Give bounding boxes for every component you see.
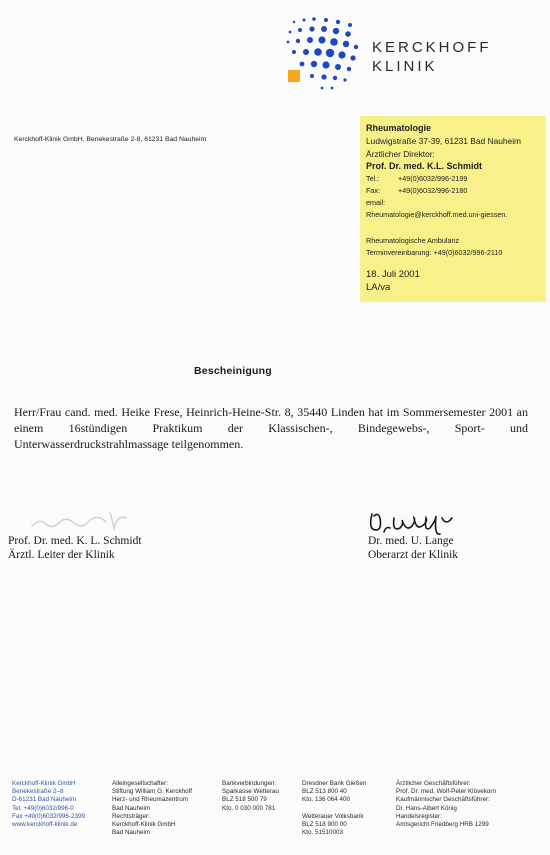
logo-dot: [314, 48, 322, 56]
logo-dot: [321, 87, 324, 90]
logo-dot: [326, 49, 334, 57]
logo-dot: [343, 78, 346, 81]
footer-clinic-contact: Kerckhoff-Klinik GmbH Benekestraße 2–8 D-61231 Bad Nauheim Tel. +49(0)6032/996-0 Fax +49(0)6032/996-2399 www.kerckhoff-klinik.de: [12, 780, 85, 829]
logo-dot: [322, 61, 329, 68]
logo-dot: [293, 21, 295, 23]
left-signature-stamp: [26, 504, 136, 534]
logo-dot: [309, 26, 314, 31]
logo-dot: [347, 67, 351, 71]
email-label: email:: [366, 198, 386, 207]
logo-dot: [350, 55, 355, 60]
department-name: Rheumatologie: [366, 123, 432, 133]
logo-dot: [296, 39, 300, 43]
kerckhoff-logo-mark: [280, 14, 360, 94]
email-address: Rheumatologie@kerckhoff.med.uni-giessen.: [366, 210, 508, 219]
logo-dot: [333, 76, 337, 80]
logo-dot: [330, 38, 338, 46]
logo-dot: [307, 37, 313, 43]
reference-code: LA/va: [366, 282, 391, 293]
logo-dot: [333, 28, 339, 34]
footer-bank-dresdner-volksbank: Dresdner Bank Gießen BLZ 513 800 40 Kto. 136 064 400 Wetterauer Volksbank BLZ 518 900 00 Kto. 51510003: [302, 780, 367, 837]
fax-number: +49(0)6032/996-2180: [398, 186, 468, 195]
logo-dot: [343, 41, 349, 47]
certificate-body: Herr/Frau cand. med. Heike Frese, Heinrich-Heine-Str. 8, 35440 Linden hat im Sommersemester 2001 an einem 16stündigen Praktikum der Klassischen-, Bindegewebs-, Sport- und Unterwasserdruckstrahlmassage teilgenommen.: [14, 405, 528, 451]
logo-dot: [318, 36, 325, 43]
director-label: Ärztlicher Direktor:: [366, 149, 435, 159]
logo-dot: [292, 50, 296, 54]
logo-wordmark-line2: KLINIK: [372, 58, 438, 75]
letter-date: 18. Juli 2001: [366, 269, 420, 280]
logo-dot: [300, 62, 305, 67]
logo-dot: [303, 49, 309, 55]
logo-dot: [348, 23, 352, 27]
right-signatory-name: Dr. med. U. Lange: [368, 535, 454, 547]
footer-ownership: Alleingesellschafter: Stiftung William G. Kerckhoff Herz- und Rheumazentrum Bad Nauheim Rechtsträger: Kerckhoff-Klinik GmbH Bad Nauheim: [112, 780, 193, 837]
logo-dot: [321, 26, 327, 32]
logo-dot: [310, 74, 314, 78]
fax-row: [366, 186, 467, 195]
logo-dot: [338, 51, 345, 58]
fax-label: Fax:: [366, 186, 380, 195]
footer-bank-sparkasse: Bankverbindungen: Sparkasse Wetterau BLZ 518 500 79 Kto. 0 030 000 781: [222, 780, 279, 812]
phone-row: [366, 174, 467, 183]
phone-number: +49(0)6032/996-2199: [398, 174, 468, 183]
footer-management: Ärztlicher Geschäftsführer: Prof. Dr. med. Wolf-Peter Klövekorn Kaufmännischer Geschäftsführer: Dr. Hans-Albert König Handelsregister: Amtsgericht Friedberg HRB 1299: [396, 780, 496, 829]
logo-dot: [335, 64, 341, 70]
logo-dot: [289, 31, 292, 34]
logo-wordmark-line1: KERCKHOFF: [372, 39, 492, 56]
document-title: Bescheinigung: [194, 365, 272, 377]
right-handwritten-signature: [366, 504, 466, 538]
logo-dot: [321, 74, 326, 79]
appointment-phone: Terminvereinbarung: +49(0)6032/996-2110: [366, 248, 503, 257]
logo-dot: [298, 28, 302, 32]
department-info-box: [360, 116, 546, 302]
sender-address-line: Kerckhoff-Klinik GmbH, Benekestraße 2-8, 61231 Bad Nauheim: [14, 136, 207, 143]
phone-label: Tel.:: [366, 174, 380, 183]
logo-dot: [331, 87, 334, 90]
logo-orange-square: [288, 70, 300, 82]
logo-dot: [336, 20, 340, 24]
right-signatory-role: Oberarzt der Klinik: [368, 549, 459, 561]
logo-dot: [354, 45, 358, 49]
logo-dot: [345, 31, 351, 37]
director-name: Prof. Dr. med. K.L. Schmidt: [366, 161, 483, 171]
logo-dot: [311, 61, 317, 67]
logo-dot: [312, 17, 316, 21]
logo-dot: [287, 41, 290, 44]
ambulanz-label: Rheumatologische Ambulanz: [366, 236, 460, 245]
department-address: Ludwigstraße 37-39, 61231 Bad Nauheim: [366, 136, 522, 146]
left-signatory-role: Ärztl. Leiter der Klinik: [8, 549, 115, 561]
logo-dot: [303, 19, 306, 22]
left-signatory-name: Prof. Dr. med. K. L. Schmidt: [8, 535, 142, 547]
logo-dot: [324, 18, 328, 22]
